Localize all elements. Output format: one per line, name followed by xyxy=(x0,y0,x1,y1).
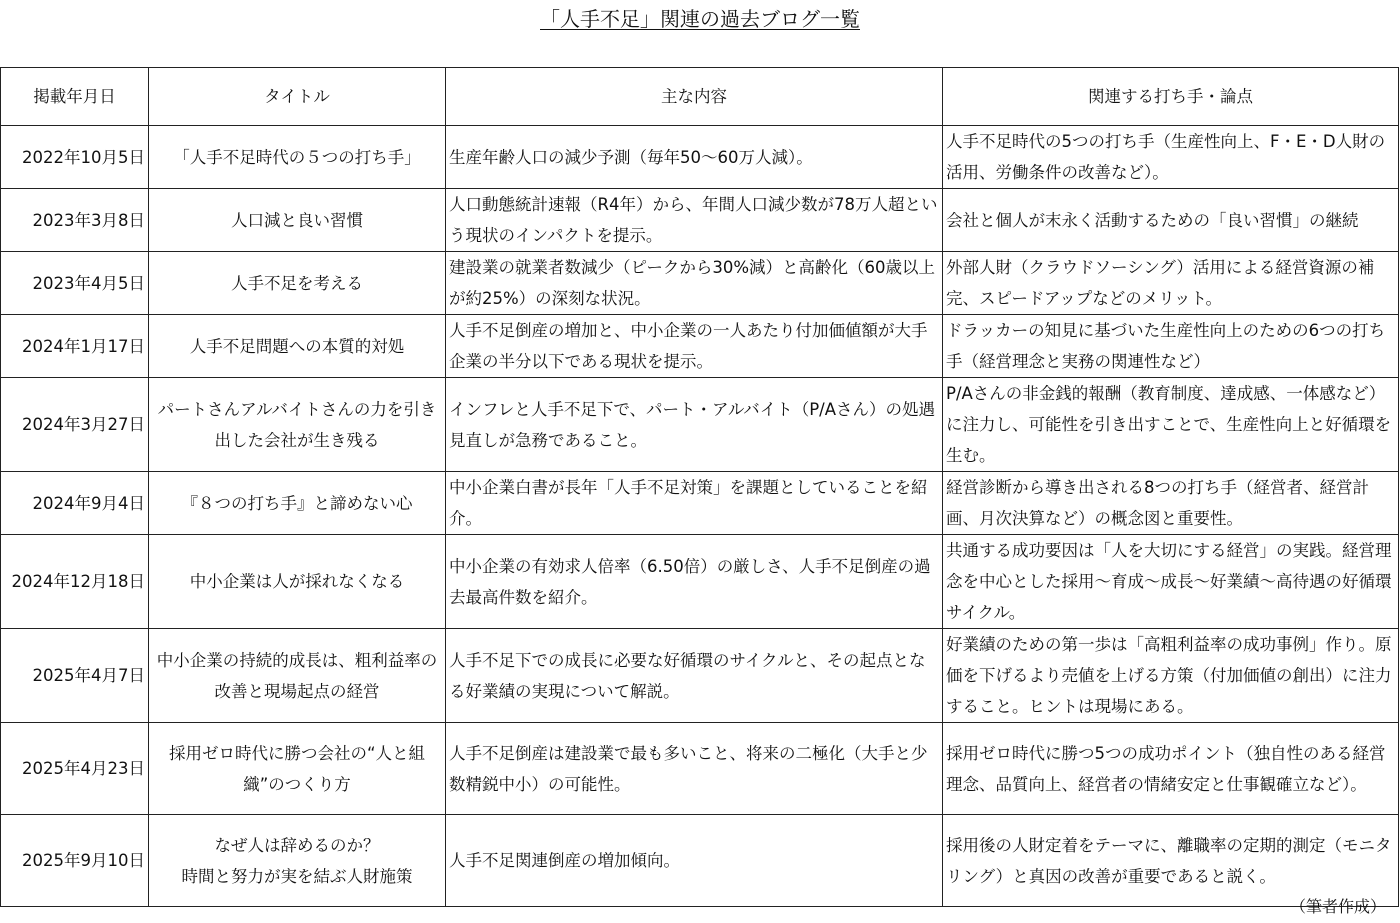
cell-content: 人手不足下での成長に必要な好循環のサイクルと、その起点となる好業績の実現について解説。 xyxy=(446,629,943,723)
cell-title: パートさんアルバイトさんの力を引き出した会社が生き残る xyxy=(149,378,446,472)
header-points: 関連する打ち手・論点 xyxy=(943,68,1399,126)
cell-points: ドラッカーの知見に基づいた生産性向上のための6つの打ち手（経営理念と実務の関連性など） xyxy=(943,315,1399,378)
header-date: 掲載年月日 xyxy=(1,68,149,126)
header-content: 主な内容 xyxy=(446,68,943,126)
table-row xyxy=(1,378,1399,472)
cell-title: 「人手不足時代の５つの打ち手」 xyxy=(149,126,446,189)
cell-points: 好業績のための第一歩は「高粗利益率の成功事例」作り。原価を下げるより売値を上げる方策（付加価値の創出）に注力すること。ヒントは現場にある。 xyxy=(943,629,1399,723)
cell-content: 人手不足関連倒産の増加傾向。 xyxy=(446,815,943,907)
cell-title: 人手不足を考える xyxy=(149,252,446,315)
table-row xyxy=(1,723,1399,815)
table-header-row xyxy=(1,68,1399,126)
cell-title: 中小企業は人が採れなくなる xyxy=(149,535,446,629)
cell-points: 外部人財（クラウドソーシング）活用による経営資源の補完、スピードアップなどのメリット。 xyxy=(943,252,1399,315)
cell-date: 2024年12月18日 xyxy=(1,535,149,629)
cell-title: 中小企業の持続的成長は、粗利益率の改善と現場起点の経営 xyxy=(149,629,446,723)
table-row xyxy=(1,535,1399,629)
cell-date: 2023年4月5日 xyxy=(1,252,149,315)
table-row xyxy=(1,126,1399,189)
blog-list-table xyxy=(0,67,1399,907)
cell-date: 2025年4月23日 xyxy=(1,723,149,815)
cell-content: 人手不足倒産は建設業で最も多いこと、将来の二極化（大手と少数精鋭中小）の可能性。 xyxy=(446,723,943,815)
table-row xyxy=(1,815,1399,907)
cell-content: 中小企業の有効求人倍率（6.50倍）の厳しさ、人手不足倒産の過去最高件数を紹介。 xyxy=(446,535,943,629)
table-row xyxy=(1,252,1399,315)
cell-content: 人手不足倒産の増加と、中小企業の一人あたり付加価値額が大手企業の半分以下である現状を提示。 xyxy=(446,315,943,378)
table-row xyxy=(1,629,1399,723)
cell-content: 人口動態統計速報（R4年）から、年間人口減少数が78万人超という現状のインパクトを提示。 xyxy=(446,189,943,252)
cell-date: 2025年4月7日 xyxy=(1,629,149,723)
table-row xyxy=(1,472,1399,535)
cell-date: 2024年3月27日 xyxy=(1,378,149,472)
cell-points: 人手不足時代の5つの打ち手（生産性向上、F・E・D人財の活用、労働条件の改善など）。 xyxy=(943,126,1399,189)
cell-date: 2023年3月8日 xyxy=(1,189,149,252)
cell-date: 2024年1月17日 xyxy=(1,315,149,378)
cell-points: 経営診断から導き出される8つの打ち手（経営者、経営計画、月次決算など）の概念図と重要性。 xyxy=(943,472,1399,535)
cell-points: 会社と個人が末永く活動するための「良い習慣」の継続 xyxy=(943,189,1399,252)
cell-points: 共通する成功要因は「人を大切にする経営」の実践。経営理念を中心とした採用〜育成〜成長〜好業績〜高待遇の好循環サイクル。 xyxy=(943,535,1399,629)
cell-content: インフレと人手不足下で、パート・アルバイト（P/Aさん）の処遇見直しが急務であること。 xyxy=(446,378,943,472)
cell-title: 人口減と良い習慣 xyxy=(149,189,446,252)
cell-title: 人手不足問題への本質的対処 xyxy=(149,315,446,378)
page-title: 「人手不足」関連の過去ブログ一覧 xyxy=(540,7,860,31)
table-row xyxy=(1,315,1399,378)
source-note: （筆者作成） xyxy=(1289,897,1386,916)
cell-title: なぜ人は辞めるのか？ 時間と努力が実を結ぶ人財施策 xyxy=(149,815,446,907)
cell-date: 2022年10月5日 xyxy=(1,126,149,189)
cell-content: 建設業の就業者数減少（ピークから30%減）と高齢化（60歳以上が約25%）の深刻な状況。 xyxy=(446,252,943,315)
cell-points: P/Aさんの非金銭的報酬（教育制度、達成感、一体感など）に注力し、可能性を引き出すことで、生産性向上と好循環を生む。 xyxy=(943,378,1399,472)
cell-content: 中小企業白書が長年「人手不足対策」を課題としていることを紹介。 xyxy=(446,472,943,535)
table-row xyxy=(1,189,1399,252)
cell-date: 2025年9月10日 xyxy=(1,815,149,907)
cell-title: 『８つの打ち手』と諦めない心 xyxy=(149,472,446,535)
header-title: タイトル xyxy=(149,68,446,126)
cell-content: 生産年齢人口の減少予測（毎年50〜60万人減）。 xyxy=(446,126,943,189)
cell-date: 2024年9月4日 xyxy=(1,472,149,535)
cell-points: 採用ゼロ時代に勝つ5つの成功ポイント（独自性のある経営理念、品質向上、経営者の情緒安定と仕事観確立など）。 xyxy=(943,723,1399,815)
cell-points: 採用後の人財定着をテーマに、離職率の定期的測定（モニタリング）と真因の改善が重要であると説く。 xyxy=(943,815,1399,907)
cell-title: 採用ゼロ時代に勝つ会社の“人と組織”のつくり方 xyxy=(149,723,446,815)
